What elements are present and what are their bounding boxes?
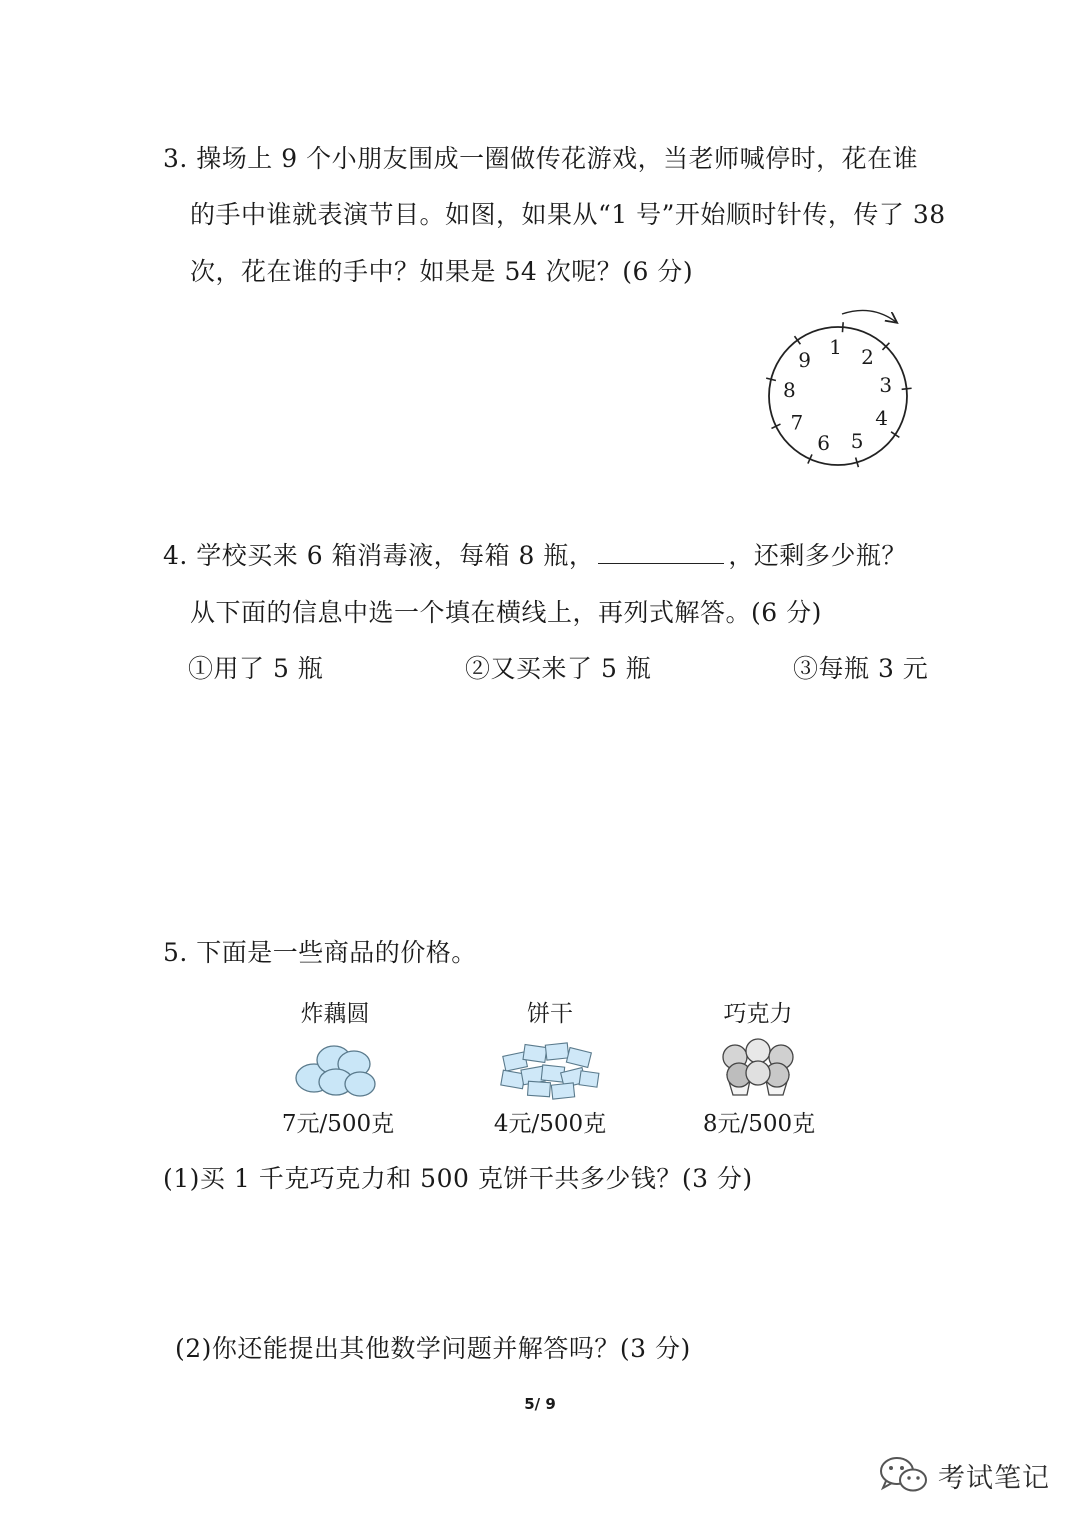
q4-text-part-1: 4. 学校买来 6 箱消毒液，每箱 8 瓶， bbox=[163, 541, 595, 570]
position-number: 4 bbox=[875, 406, 889, 431]
clockwise-arrow bbox=[842, 310, 896, 322]
q5-sub-question-1: (1)买 1 千克巧克力和 500 克饼干共多少钱？(3 分) bbox=[163, 1164, 753, 1193]
q4-line-1 bbox=[163, 540, 907, 572]
chocolate-icon bbox=[717, 1035, 799, 1103]
circle-tick bbox=[795, 336, 801, 344]
q4-text-part-2: ，还剩多少瓶？ bbox=[728, 541, 907, 570]
circle-tick bbox=[842, 322, 843, 332]
product-name-lotus: 炸藕圆 bbox=[300, 1001, 370, 1027]
circle-diagram bbox=[752, 300, 952, 490]
lotus-balls-icon bbox=[292, 1038, 382, 1102]
circle-tick bbox=[902, 388, 912, 389]
position-number: 6 bbox=[817, 430, 831, 455]
circle-tick bbox=[891, 432, 899, 438]
watermark bbox=[878, 1452, 1050, 1498]
position-number: 2 bbox=[861, 344, 874, 369]
q4-line-2: 从下面的信息中选一个填在横线上，再列式解答。(6 分) bbox=[190, 598, 822, 627]
answer-blank[interactable] bbox=[598, 541, 724, 564]
watermark-label: 考试笔记 bbox=[938, 1462, 1050, 1494]
page-number: 5/ 9 bbox=[524, 1395, 556, 1413]
q5-sub-question-2: (2)你还能提出其他数学问题并解答吗？(3 分) bbox=[175, 1334, 691, 1363]
biscuits-icon bbox=[498, 1038, 602, 1102]
q4-option-3: ③每瓶 3 元 bbox=[793, 654, 929, 683]
product-name-chocolate: 巧克力 bbox=[723, 1001, 793, 1027]
q4-option-2: ②又买来了 5 瓶 bbox=[465, 654, 652, 683]
product-price-biscuit: 4元/500克 bbox=[493, 1111, 607, 1137]
position-number: 9 bbox=[798, 348, 811, 373]
position-number: 3 bbox=[879, 372, 893, 397]
q4-option-1: ①用了 5 瓶 bbox=[188, 654, 324, 683]
position-number: 8 bbox=[782, 378, 796, 403]
position-number: 1 bbox=[829, 335, 842, 360]
q5-title: 5. 下面是一些商品的价格。 bbox=[163, 938, 477, 967]
q3-line-1: 3. 操场上 9 个小朋友围成一圈做传花游戏，当老师喊停时，花在谁 bbox=[163, 144, 919, 173]
q3-line-3: 次，花在谁的手中？如果是 54 次呢？(6 分) bbox=[190, 257, 694, 286]
q3-line-2: 的手中谁就表演节目。如图，如果从“1 号”开始顺时针传，传了 38 bbox=[190, 200, 946, 229]
product-name-biscuit: 饼干 bbox=[527, 1001, 573, 1027]
product-price-chocolate: 8元/500克 bbox=[702, 1111, 816, 1137]
wechat-icon bbox=[878, 1454, 930, 1496]
position-number: 5 bbox=[850, 429, 864, 454]
position-number: 7 bbox=[790, 410, 804, 435]
product-price-lotus: 7元/500克 bbox=[281, 1111, 395, 1137]
